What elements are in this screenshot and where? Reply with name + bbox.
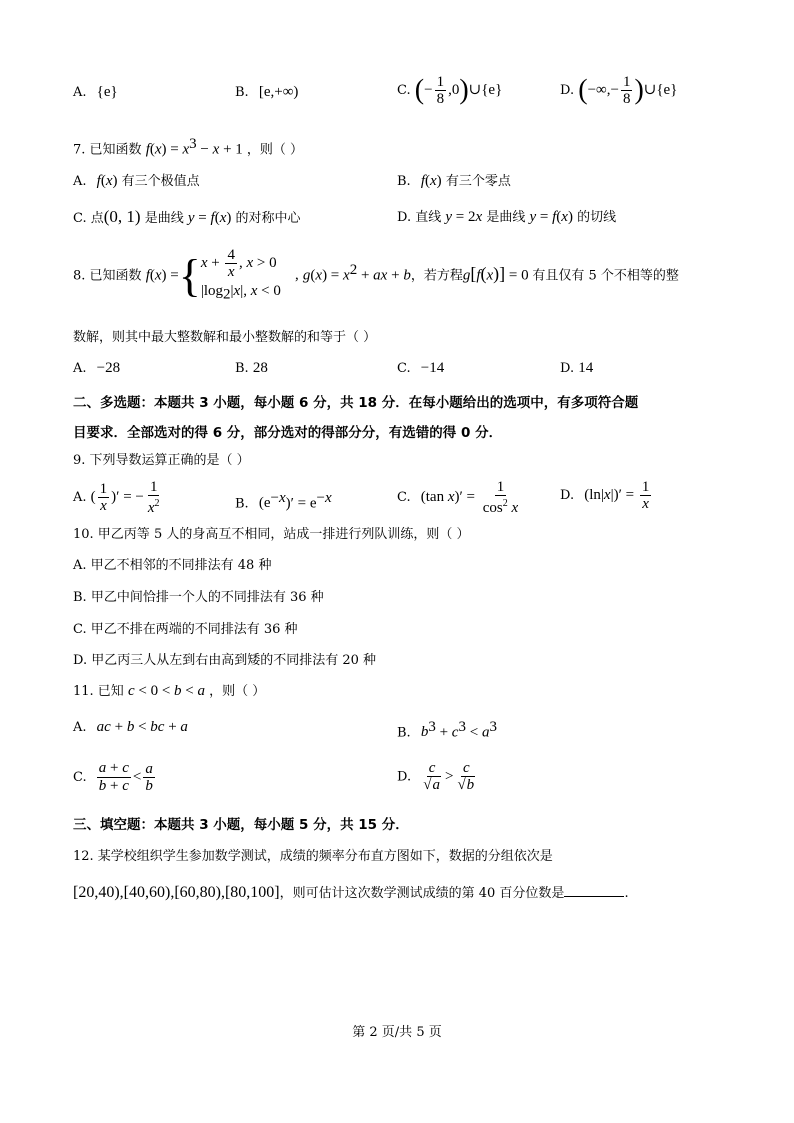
- formula: a: [180, 719, 188, 735]
- q8-option-a: [73, 358, 120, 379]
- formula: )′ = e: [285, 495, 317, 512]
- option-value: −14: [420, 360, 445, 376]
- q7-option-c: [73, 207, 301, 229]
- formula: 3: [189, 136, 197, 152]
- q8-option-c: [397, 358, 444, 379]
- stem-text: 有且仅有 5 个不相等的整: [532, 268, 679, 284]
- formula: a: [481, 724, 490, 741]
- formula: x: [154, 267, 162, 284]
- formula: (: [100, 173, 106, 189]
- formula: f: [210, 210, 215, 226]
- denominator: 8: [622, 91, 631, 107]
- formula: (0, 1): [103, 207, 141, 226]
- q8-option-d: [560, 358, 593, 379]
- q9-option-d: [560, 479, 653, 512]
- q9-option-a: [73, 479, 164, 516]
- option-label: D.: [560, 361, 575, 376]
- option-text: 是曲线: [144, 211, 184, 226]
- fraction: [435, 74, 447, 107]
- q10-option-c: C. 甲乙不排在两端的不同排法有 36 种: [73, 622, 298, 637]
- formula: <: [465, 724, 482, 741]
- formula: −x: [270, 490, 286, 506]
- formula: (: [149, 141, 155, 158]
- option-value: 28: [252, 360, 268, 376]
- formula: x: [486, 267, 494, 284]
- section-2-heading: [73, 388, 638, 448]
- formula: <: [181, 683, 198, 699]
- formula: x: [154, 141, 162, 158]
- formula: 2: [349, 262, 358, 278]
- formula: [: [470, 263, 477, 284]
- q7-option-a: [73, 171, 200, 192]
- q8-stem: [73, 246, 679, 305]
- option-label: A.: [73, 490, 87, 505]
- q6-option-b: [235, 82, 298, 103]
- formula: ) =: [322, 267, 344, 284]
- formula: (: [310, 267, 316, 284]
- formula: g: [302, 267, 311, 284]
- piecewise: [201, 247, 281, 306]
- formula: (ln|: [584, 487, 604, 503]
- formula: )]: [493, 263, 506, 284]
- formula: c: [451, 724, 459, 741]
- piece-2: $|\log_2|x|$, x < 0: [200, 282, 281, 303]
- option-label: C.: [397, 83, 411, 98]
- option-label: C. 点: [73, 211, 104, 226]
- formula: b: [403, 267, 411, 284]
- option-b-expr: [e,+∞): [258, 84, 299, 100]
- fraction: $\frac{a + c}{b + c}$: [98, 760, 129, 794]
- formula: (: [480, 263, 487, 284]
- stem-text: 8. 已知函数: [73, 268, 142, 284]
- q10-option-b: B. 甲乙中间恰排一个人的不同排法有 36 种: [73, 590, 324, 605]
- q7-option-b: [397, 171, 511, 192]
- option-label: D.: [397, 769, 412, 785]
- fraction: $\frac{1}{\cos^2 x}$: [482, 479, 519, 516]
- formula: ) =: [161, 141, 183, 158]
- option-label: B.: [397, 174, 411, 189]
- formula: (: [149, 267, 155, 284]
- formula: = 0: [505, 267, 533, 284]
- formula: ): [436, 173, 442, 189]
- option-label: B.: [397, 725, 411, 741]
- section-heading-line: 目要求．全部选对的得 6 分，部分选对的得部分分，有选错的得 0 分．: [73, 425, 503, 441]
- formula: +: [435, 724, 452, 741]
- formula: x: [343, 267, 350, 284]
- q12-line2: [73, 882, 629, 904]
- section-3-heading: 三、填空题：本题共 3 小题，每小题 5 分，共 15 分．: [73, 817, 409, 833]
- page-footer: 第 2 页/共 5 页: [352, 1025, 442, 1040]
- formula: −x: [316, 490, 332, 506]
- option-label: D.: [560, 488, 575, 503]
- formula: <: [132, 769, 142, 785]
- formula: x: [182, 141, 190, 158]
- formula: =: [194, 210, 211, 226]
- formula: < 0 <: [134, 683, 175, 699]
- formula: = 2: [452, 209, 476, 225]
- fraction: $\frac{1}{x}$: [641, 479, 650, 512]
- expr-head: −∞,−: [587, 82, 619, 98]
- formula: =: [536, 209, 553, 225]
- q6-option-a: [73, 82, 118, 103]
- formula: x: [219, 210, 227, 226]
- formula: g: [462, 267, 471, 284]
- answer-blank[interactable]: [564, 882, 624, 897]
- piece-1: x + $\frac{4}{x}$ , x > 0: [200, 246, 277, 280]
- formula: +: [110, 719, 127, 735]
- option-a-expr: {e}: [96, 84, 118, 100]
- fraction: $\frac{1}{x^2}$: [147, 479, 160, 516]
- option-label: C.: [73, 770, 87, 785]
- denominator: 8: [436, 91, 445, 107]
- formula: x: [561, 209, 568, 225]
- intervals: [20,40),[40,60),[60,80),[80,100]: [73, 884, 280, 901]
- option-label: B.: [235, 496, 249, 512]
- option-text: 有三个极值点: [121, 174, 200, 189]
- q9-option-b: [235, 488, 332, 514]
- paren: ): [634, 74, 644, 106]
- expr-tail: ,0: [448, 82, 460, 98]
- q10-option-d: D. 甲乙丙三人从左到右由高到矮的不同排法有 20 种: [73, 653, 377, 668]
- paren: (: [414, 74, 425, 106]
- fraction: $\frac{c}{√b}$: [457, 760, 475, 793]
- formula: x: [315, 267, 323, 284]
- formula: (: [214, 210, 220, 226]
- formula: f: [145, 267, 150, 284]
- formula: ,: [295, 267, 299, 284]
- option-label: B.: [235, 85, 249, 100]
- formula: x: [603, 487, 611, 503]
- formula: ) =: [161, 267, 179, 284]
- formula: x: [475, 209, 483, 225]
- formula: f: [552, 209, 557, 225]
- formula: f: [145, 141, 150, 158]
- option-label: A.: [73, 85, 87, 100]
- q11-option-d: [397, 760, 479, 794]
- stem-text: .: [624, 886, 629, 901]
- fraction: [621, 74, 633, 107]
- formula: +: [387, 267, 404, 284]
- expr-union: ∪{e}: [643, 82, 678, 98]
- option-text: 是曲线: [486, 210, 526, 225]
- q11-option-b: [397, 717, 497, 743]
- formula: b: [420, 724, 429, 741]
- q10-stem: 10. 甲乙丙等 5 人的身高互不相同，站成一排进行列队训练，则（ ）: [73, 527, 470, 542]
- option-label: C.: [397, 361, 411, 376]
- q8-option-b: [235, 358, 268, 379]
- stem-text: ，则可估计这次数学测试成绩的第 40 百分位数是: [279, 886, 565, 901]
- formula: )′ = −: [111, 489, 144, 505]
- formula: (: [90, 489, 96, 505]
- q11-stem: [73, 681, 265, 702]
- brace: {: [178, 249, 201, 301]
- stem-text: ，若方程: [410, 268, 463, 284]
- expr-union: ∪{e}: [468, 82, 503, 98]
- formula: <: [134, 719, 151, 735]
- option-label: A.: [73, 361, 87, 376]
- option-label: A.: [73, 720, 87, 735]
- q7-option-d: [397, 207, 616, 228]
- stem-text: ，则（ ）: [246, 142, 304, 158]
- formula: )′ =: [454, 489, 479, 505]
- q7-stem: [73, 134, 303, 160]
- numerator: 1: [436, 74, 445, 90]
- stem-text: 11. 已知: [73, 684, 124, 699]
- paren: ): [459, 74, 469, 106]
- formula: + 1: [219, 141, 243, 158]
- option-label: A.: [73, 174, 87, 189]
- option-label: B.: [235, 361, 249, 376]
- minus-sign: −: [424, 82, 433, 98]
- option-text: 的对称中心: [235, 211, 301, 226]
- option-value: −28: [96, 360, 121, 376]
- formula: >: [444, 768, 454, 785]
- q8-stem-line2: 数解，则其中最大整数解和最小整数解的和等于（ ）: [73, 330, 377, 345]
- formula: x: [430, 173, 437, 189]
- q11-option-a: [73, 717, 188, 738]
- formula: bc: [150, 719, 165, 735]
- formula: −: [196, 141, 213, 158]
- q9-stem: 9. 下列导数运算正确的是（ ）: [73, 453, 250, 468]
- formula: (: [425, 173, 430, 189]
- option-value: 14: [578, 360, 594, 376]
- formula: x: [447, 489, 455, 505]
- formula: |)′ =: [610, 487, 638, 503]
- fraction: $\frac{a}{b}$: [145, 761, 153, 794]
- formula: 3: [458, 719, 466, 735]
- q6-option-d: [560, 74, 677, 107]
- formula: y: [529, 209, 537, 225]
- paren: (: [578, 74, 588, 106]
- q6-option-c: [397, 74, 502, 107]
- formula: (tan: [420, 489, 448, 505]
- formula: y: [187, 210, 195, 226]
- formula: b: [174, 683, 182, 699]
- option-label: C.: [397, 490, 411, 505]
- numerator: 1: [622, 74, 631, 90]
- option-text: 有三个零点: [445, 174, 511, 189]
- q12-line1: 12. 某学校组织学生参加数学测试，成绩的频率分布直方图如下，数据的分组依次是: [73, 849, 553, 864]
- formula: c: [127, 683, 135, 699]
- formula: x: [105, 173, 113, 189]
- formula: f: [476, 267, 481, 284]
- formula: ac: [96, 719, 111, 735]
- formula: ): [112, 173, 118, 189]
- formula: (e: [258, 495, 271, 512]
- formula: 3: [489, 719, 497, 735]
- formula: 3: [428, 719, 436, 735]
- stem-text: ，则（ ）: [209, 684, 266, 699]
- q11-option-c: [73, 760, 157, 795]
- option-label: D. 直线: [397, 210, 442, 225]
- formula: ): [567, 209, 573, 225]
- formula: a: [197, 683, 206, 699]
- formula: x: [212, 141, 220, 158]
- option-label: D.: [560, 83, 575, 98]
- formula: +: [164, 719, 181, 735]
- stem-text: 7. 已知函数: [73, 142, 142, 158]
- formula: (: [556, 209, 562, 225]
- fraction: $\frac{c}{√a}$: [423, 760, 440, 793]
- q9-option-c: [397, 479, 522, 516]
- formula: +: [357, 267, 374, 284]
- formula: f: [96, 173, 101, 189]
- formula: b: [126, 719, 135, 735]
- formula: ax: [373, 267, 388, 284]
- section-heading-line: 二、多选题：本题共 3 小题，每小题 6 分，共 18 分．在每小题给出的选项中，有多项符合题: [73, 395, 639, 411]
- q10-option-a: A. 甲乙不相邻的不同排法有 48 种: [73, 558, 272, 573]
- formula: f: [420, 173, 425, 189]
- fraction: $\frac{1}{x}$: [99, 481, 108, 514]
- formula: y: [445, 209, 453, 225]
- formula: ): [226, 210, 232, 226]
- option-text: 的切线: [577, 210, 617, 225]
